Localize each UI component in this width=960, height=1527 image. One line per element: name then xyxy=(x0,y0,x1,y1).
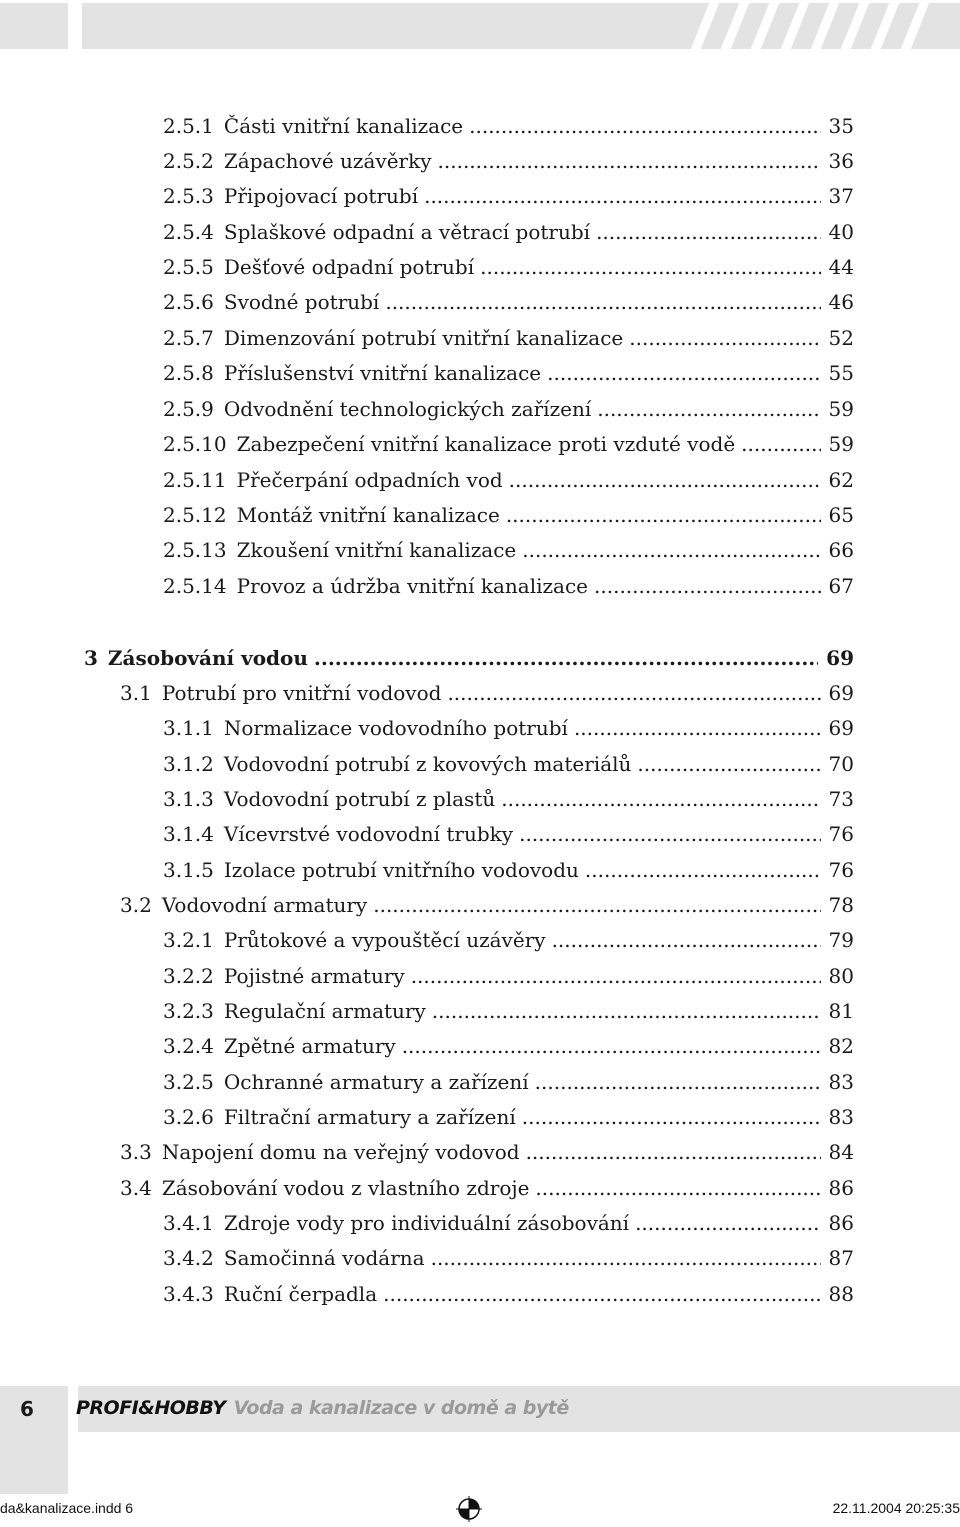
toc-number: 3.2.1 xyxy=(163,928,214,952)
toc-leader xyxy=(447,675,820,711)
toc-entry xyxy=(163,746,854,782)
toc-page: 67 xyxy=(828,574,854,598)
toc-number: 2.5.13 xyxy=(163,538,227,562)
toc-title: Pojistné armatury xyxy=(223,964,405,988)
toc-number: 2.5.11 xyxy=(163,468,227,492)
toc-chapter-entry xyxy=(84,640,854,676)
toc-number: 2.5.1 xyxy=(163,114,214,138)
toc-title: Napojení domu na veřejný vodovod xyxy=(161,1140,520,1164)
toc-leader xyxy=(424,178,820,214)
toc-title: Zkoušení vnitřní kanalizace xyxy=(236,538,517,562)
toc-title: Zpětné armatury xyxy=(223,1034,396,1058)
slug-datetime: 22.11.2004 20:25:35 xyxy=(832,1500,960,1516)
book-title: Voda a kanalizace v domě a bytě xyxy=(233,1397,569,1419)
toc-entry xyxy=(163,816,854,852)
toc-leader xyxy=(480,249,820,285)
toc-title: Vodovodní potrubí z kovových materiálů xyxy=(223,752,632,776)
toc-title: Zdroje vody pro individuální zásobování xyxy=(223,1211,630,1235)
toc-number: 3.3 xyxy=(120,1140,152,1164)
toc-leader xyxy=(373,887,820,923)
toc-entry xyxy=(163,497,854,533)
toc-page: 69 xyxy=(828,716,854,740)
toc-number: 3.1.2 xyxy=(163,752,214,776)
toc-page: 86 xyxy=(828,1176,854,1200)
toc-entry xyxy=(163,249,854,285)
toc-page: 87 xyxy=(828,1246,854,1270)
toc-number: 2.5.14 xyxy=(163,574,227,598)
toc-leader xyxy=(402,1028,821,1064)
toc-title: Vícevrstvé vodovodní trubky xyxy=(223,822,514,846)
footer-brand xyxy=(76,1397,569,1419)
toc-title: Filtrační armatury a zařízení xyxy=(223,1105,516,1129)
toc-leader xyxy=(597,391,820,427)
toc-leader xyxy=(385,284,820,320)
toc-title: Ruční čerpadla xyxy=(223,1282,378,1306)
toc-title: Zásobování vodou xyxy=(107,646,308,670)
toc-title: Části vnitřní kanalizace xyxy=(223,114,464,138)
toc-page: 76 xyxy=(828,858,854,882)
toc-number: 3 xyxy=(84,646,98,670)
toc-leader xyxy=(635,1205,820,1241)
toc-title: Dešťové odpadní potrubí xyxy=(223,255,475,279)
toc-leader xyxy=(585,852,821,888)
toc-page: 69 xyxy=(828,681,854,705)
toc-page: 84 xyxy=(828,1140,854,1164)
toc-number: 2.5.3 xyxy=(163,184,214,208)
toc-page: 66 xyxy=(828,538,854,562)
toc-leader xyxy=(469,108,820,144)
toc-page: 59 xyxy=(828,432,854,456)
toc-page: 81 xyxy=(828,999,854,1023)
toc-entry xyxy=(120,1134,854,1170)
toc-number: 3.1.5 xyxy=(163,858,214,882)
toc-entry xyxy=(163,710,854,746)
toc-title: Splaškové odpadní a větrací potrubí xyxy=(223,220,591,244)
toc-entry xyxy=(163,284,854,320)
toc-page: 86 xyxy=(828,1211,854,1235)
toc-leader xyxy=(547,355,820,391)
toc-page: 83 xyxy=(828,1070,854,1094)
toc-title: Izolace potrubí vnitřního vodovodu xyxy=(223,858,579,882)
toc-number: 2.5.5 xyxy=(163,255,214,279)
toc-title: Vodovodní potrubí z plastů xyxy=(223,787,496,811)
toc-title: Zásobování vodou z vlastního zdroje xyxy=(161,1176,530,1200)
toc-entry xyxy=(163,426,854,462)
toc-number: 3.4.3 xyxy=(163,1282,214,1306)
toc-page: 55 xyxy=(828,361,854,385)
toc-entry xyxy=(163,178,854,214)
toc-title: Průtokové a vypouštěcí uzávěry xyxy=(223,928,546,952)
toc-entry xyxy=(163,532,854,568)
toc-title: Potrubí pro vnitřní vodovod xyxy=(161,681,442,705)
toc-leader xyxy=(509,462,821,498)
toc-number: 3.4 xyxy=(120,1176,152,1200)
toc-number: 2.5.12 xyxy=(163,503,227,527)
toc-entry xyxy=(163,143,854,179)
footer-page-number: 6 xyxy=(20,1397,34,1421)
toc-leader xyxy=(535,1064,821,1100)
toc-title: Normalizace vodovodního potrubí xyxy=(223,716,568,740)
toc-title: Vodovodní armatury xyxy=(161,893,368,917)
toc-entry xyxy=(163,355,854,391)
toc-entry xyxy=(163,1205,854,1241)
toc-title: Odvodnění technologických zařízení xyxy=(223,397,592,421)
toc-number: 3.2 xyxy=(120,893,152,917)
header-block-left xyxy=(0,3,68,49)
toc-leader xyxy=(594,568,821,604)
toc-page: 73 xyxy=(828,787,854,811)
toc-entry xyxy=(163,852,854,888)
toc-entry xyxy=(163,958,854,994)
toc-page: 44 xyxy=(828,255,854,279)
toc-title: Samočinná vodárna xyxy=(223,1246,425,1270)
toc-number: 3.1.1 xyxy=(163,716,214,740)
header-band xyxy=(0,0,960,50)
toc-number: 3.2.2 xyxy=(163,964,214,988)
toc-page: 69 xyxy=(826,646,854,670)
toc-number: 3.4.1 xyxy=(163,1211,214,1235)
toc-title: Připojovací potrubí xyxy=(223,184,419,208)
toc-number: 2.5.9 xyxy=(163,397,214,421)
toc-leader xyxy=(411,958,821,994)
toc-entry xyxy=(120,887,854,923)
toc-page: 82 xyxy=(828,1034,854,1058)
toc-number: 2.5.8 xyxy=(163,361,214,385)
toc-entry xyxy=(163,391,854,427)
footer-page-box xyxy=(0,1386,68,1494)
toc-leader xyxy=(522,1099,821,1135)
toc-title: Dimenzování potrubí vnitřní kanalizace xyxy=(223,326,624,350)
toc-page: 88 xyxy=(828,1282,854,1306)
toc-page: 37 xyxy=(828,184,854,208)
toc-entry xyxy=(120,1170,854,1206)
toc-page: 80 xyxy=(828,964,854,988)
toc-leader xyxy=(741,426,820,462)
toc-leader xyxy=(501,781,820,817)
toc-leader xyxy=(383,1276,820,1312)
toc-number: 3.4.2 xyxy=(163,1246,214,1270)
toc-leader xyxy=(506,497,821,533)
toc-number: 3.1.4 xyxy=(163,822,214,846)
toc-entry xyxy=(163,214,854,250)
toc-number: 2.5.2 xyxy=(163,149,214,173)
toc-number: 3.2.6 xyxy=(163,1105,214,1129)
toc-title: Zápachové uzávěrky xyxy=(223,149,432,173)
toc-entry xyxy=(163,781,854,817)
registration-mark-icon xyxy=(456,1496,482,1522)
toc-leader xyxy=(522,532,820,568)
toc-page: 65 xyxy=(828,503,854,527)
toc-leader xyxy=(432,993,821,1029)
brand-logo: PROFI&HOBBY xyxy=(76,1397,226,1419)
toc-page: 79 xyxy=(828,928,854,952)
toc-leader xyxy=(314,640,818,676)
toc-entry xyxy=(163,993,854,1029)
toc-page: 59 xyxy=(828,397,854,421)
toc-page: 35 xyxy=(828,114,854,138)
toc-title: Provoz a údržba vnitřní kanalizace xyxy=(236,574,589,598)
toc-entry xyxy=(120,675,854,711)
toc-title: Ochranné armatury a zařízení xyxy=(223,1070,529,1094)
toc-title: Přečerpání odpadních vod xyxy=(236,468,503,492)
toc-entry xyxy=(163,108,854,144)
toc-entry xyxy=(163,462,854,498)
toc-page: 76 xyxy=(828,822,854,846)
toc-number: 3.2.4 xyxy=(163,1034,214,1058)
toc-title: Svodné potrubí xyxy=(223,290,380,314)
toc-page: 83 xyxy=(828,1105,854,1129)
toc-leader xyxy=(438,143,821,179)
toc-leader xyxy=(431,1240,821,1276)
toc-entry xyxy=(163,1240,854,1276)
toc-page: 70 xyxy=(828,752,854,776)
toc-number: 2.5.4 xyxy=(163,220,214,244)
toc-leader xyxy=(574,710,821,746)
toc-number: 3.1.3 xyxy=(163,787,214,811)
toc-title: Příslušenství vnitřní kanalizace xyxy=(223,361,542,385)
toc-page: 52 xyxy=(828,326,854,350)
toc-page: 62 xyxy=(828,468,854,492)
toc-number: 3.1 xyxy=(120,681,152,705)
toc-entry xyxy=(163,568,854,604)
toc-page: 78 xyxy=(828,893,854,917)
toc-entry xyxy=(163,922,854,958)
slug-filename: da&kanalizace.indd 6 xyxy=(0,1500,134,1516)
toc-page: 46 xyxy=(828,290,854,314)
toc-leader xyxy=(629,320,820,356)
toc-leader xyxy=(526,1134,821,1170)
toc-number: 2.5.6 xyxy=(163,290,214,314)
toc-page: 40 xyxy=(828,220,854,244)
toc-leader xyxy=(596,214,820,250)
toc-title: Montáž vnitřní kanalizace xyxy=(236,503,500,527)
toc-page: 36 xyxy=(828,149,854,173)
toc-number: 3.2.3 xyxy=(163,999,214,1023)
toc-number: 3.2.5 xyxy=(163,1070,214,1094)
toc-entry xyxy=(163,1028,854,1064)
toc-leader xyxy=(535,1170,820,1206)
toc-title: Zabezpečení vnitřní kanalizace proti vzduté vodě xyxy=(236,432,736,456)
toc-leader xyxy=(637,746,820,782)
toc-entry xyxy=(163,1099,854,1135)
toc-entry xyxy=(163,1276,854,1312)
toc-leader xyxy=(552,922,821,958)
toc-title: Regulační armatury xyxy=(223,999,426,1023)
toc-entry xyxy=(163,320,854,356)
toc-leader xyxy=(519,816,820,852)
toc-number: 2.5.7 xyxy=(163,326,214,350)
toc-number: 2.5.10 xyxy=(163,432,227,456)
toc-entry xyxy=(163,1064,854,1100)
